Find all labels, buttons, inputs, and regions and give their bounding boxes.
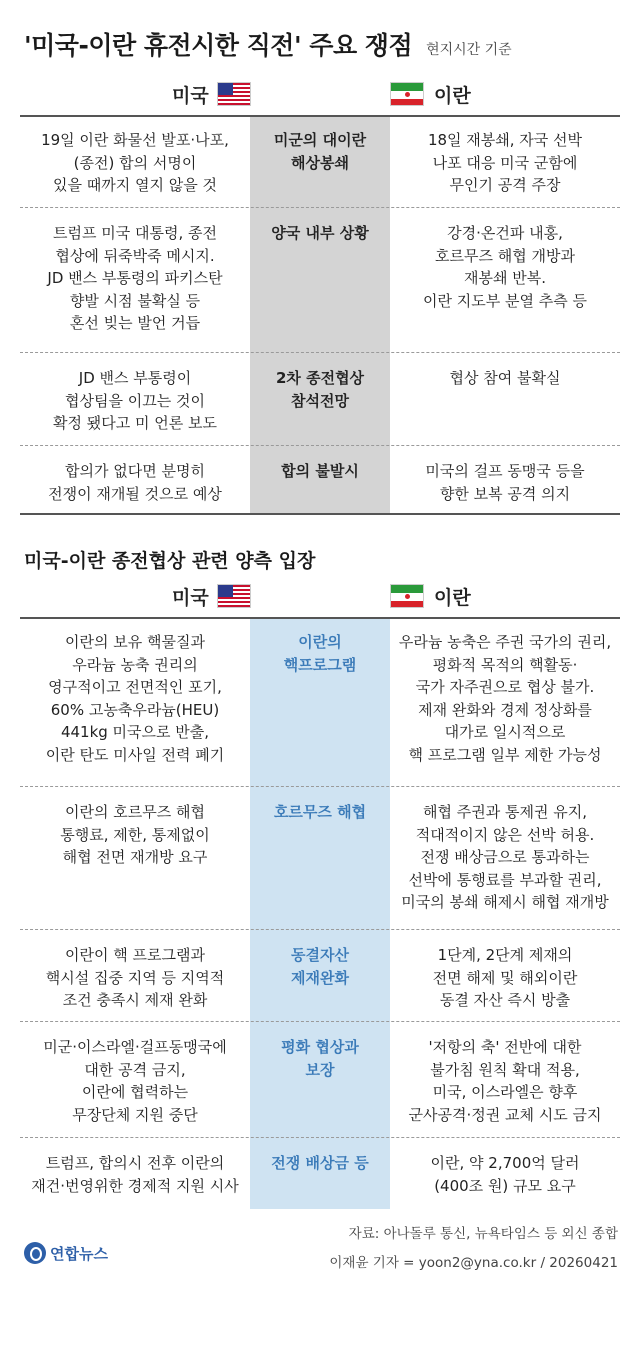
us-flag-icon — [217, 584, 251, 608]
us-position: 이란의 보유 핵물질과 우라늄 농축 권리의 영구적이고 전면적인 포기, 60% 고농축우라늄(HEU) 441kg 미국으로 반출, 이란 탄도 미사일 전력 폐기 — [45, 633, 225, 764]
table-row — [20, 1138, 620, 1209]
yonhap-logo-icon — [24, 1242, 46, 1264]
iran-header — [390, 73, 471, 115]
us-position: 이란이 핵 프로그램과 핵시설 집중 지역 등 지역적 조건 충족시 제재 완화 — [45, 946, 225, 1009]
iran-header — [390, 575, 471, 617]
us-position: 19일 이란 화물선 발포·나포, (종전) 합의 서명이 있을 때까지 열지 않을 것 — [41, 131, 229, 194]
us-label: 미국 — [172, 84, 209, 107]
page-title: '미국-이란 휴전시한 직전' 주요 쟁점 — [24, 31, 413, 60]
yonhap-logo — [24, 1242, 108, 1264]
us-label: 미국 — [172, 586, 209, 609]
iran-flag-icon — [390, 584, 424, 608]
logo-text: 연합뉴스 — [50, 1244, 108, 1263]
issue-label: 전쟁 배상금 등 — [271, 1154, 369, 1172]
source-note: 자료: 아나돌루 통신, 뉴욕타임스 등 외신 종합 — [348, 1226, 618, 1242]
iran-position: '저항의 축' 전반에 대한 불가침 원칙 확대 적용, 미국, 이스라엘은 향후 군사공격·정권 교체 시도 금지 — [408, 1038, 602, 1124]
table-row — [20, 617, 620, 787]
iran-position: 18일 재봉쇄, 자국 선박 나포 대응 미국 군함에 무인기 공격 주장 — [427, 131, 583, 194]
us-position: 합의가 없다면 분명히 전쟁이 재개될 것으로 예상 — [48, 462, 222, 503]
us-header — [172, 575, 251, 617]
iran-position: 이란, 약 2,700억 달러 (400조 원) 규모 요구 — [430, 1154, 580, 1195]
table-bottom-rule — [20, 513, 620, 515]
iran-flag-icon — [390, 82, 424, 106]
iran-label: 이란 — [434, 84, 471, 107]
issue-label: 양국 내부 상황 — [271, 224, 369, 242]
flag-header-1 — [20, 73, 620, 115]
iran-position: 우라늄 농축은 주권 국가의 권리, 평화적 목적의 핵활동· 국가 자주권으로 협상 불가. 제재 완화와 경제 정상화를 대가로 일시적으로 핵 프로그램 일부 제한 가능성 — [398, 633, 612, 764]
issue-label: 이란의 핵프로그램 — [283, 633, 357, 674]
table-row — [20, 787, 620, 930]
issue-label: 동결자산 제재완화 — [291, 946, 349, 987]
issue-label: 평화 협상과 보장 — [281, 1038, 359, 1079]
table-row — [20, 208, 620, 353]
issue-label: 미군의 대이란 해상봉쇄 — [273, 131, 367, 172]
issues-table — [20, 115, 620, 515]
credit-line: 이재윤 기자 = yoon2@yna.co.kr / 20260421 — [329, 1255, 618, 1271]
iran-position: 강경·온건파 내홍, 호르무즈 해협 개방과 재봉쇄 반복. 이란 지도부 분열 추측 등 — [423, 224, 587, 310]
us-position: 이란의 호르무즈 해협 통행료, 제한, 통제없이 해협 전면 재개방 요구 — [60, 803, 210, 866]
us-position: 트럼프 미국 대통령, 종전 협상에 뒤죽박죽 메시지. JD 밴스 부통령의 파키스탄 향발 시점 불확실 등 혼선 빚는 발언 거듭 — [47, 224, 223, 332]
table-row — [20, 1022, 620, 1138]
flag-header-2 — [20, 575, 620, 617]
title-note: 현지시간 기준 — [426, 42, 512, 58]
iran-position: 해협 주권과 통제권 유지, 적대적이지 않은 선박 허용. 전쟁 배상금으로 통과하는 선박에 통행료를 부과할 권리, 미국의 봉쇄 해제시 해협 재개방 — [401, 803, 609, 911]
us-header — [172, 73, 251, 115]
table-row — [20, 930, 620, 1022]
section-title: 미국-이란 종전협상 관련 양측 입장 — [24, 550, 316, 572]
positions-table — [20, 617, 620, 1209]
iran-position: 1단계, 2단계 제재의 전면 해제 및 해외이란 동결 자산 즉시 방출 — [432, 946, 578, 1009]
us-position: 트럼프, 합의시 전후 이란의 재건·번영위한 경제적 지원 시사 — [31, 1154, 239, 1195]
iran-position: 협상 참여 불확실 — [449, 369, 561, 387]
us-flag-icon — [217, 82, 251, 106]
us-position: JD 밴스 부통령이 협상팀을 이끄는 것이 확정 됐다고 미 언론 보도 — [53, 369, 217, 432]
iran-position: 미국의 걸프 동맹국 등을 향한 보복 공격 의지 — [425, 462, 585, 503]
us-position: 미군·이스라엘·걸프동맹국에 대한 공격 금지, 이란에 협력하는 무장단체 지원 중단 — [43, 1038, 227, 1124]
table-row — [20, 446, 620, 515]
table-row — [20, 353, 620, 446]
issue-label: 합의 불발시 — [281, 462, 359, 480]
issue-label: 호르무즈 해협 — [273, 803, 367, 821]
issue-label: 2차 종전협상 참석전망 — [275, 369, 365, 410]
title-row — [24, 26, 512, 66]
iran-label: 이란 — [434, 586, 471, 609]
table-row — [20, 115, 620, 208]
